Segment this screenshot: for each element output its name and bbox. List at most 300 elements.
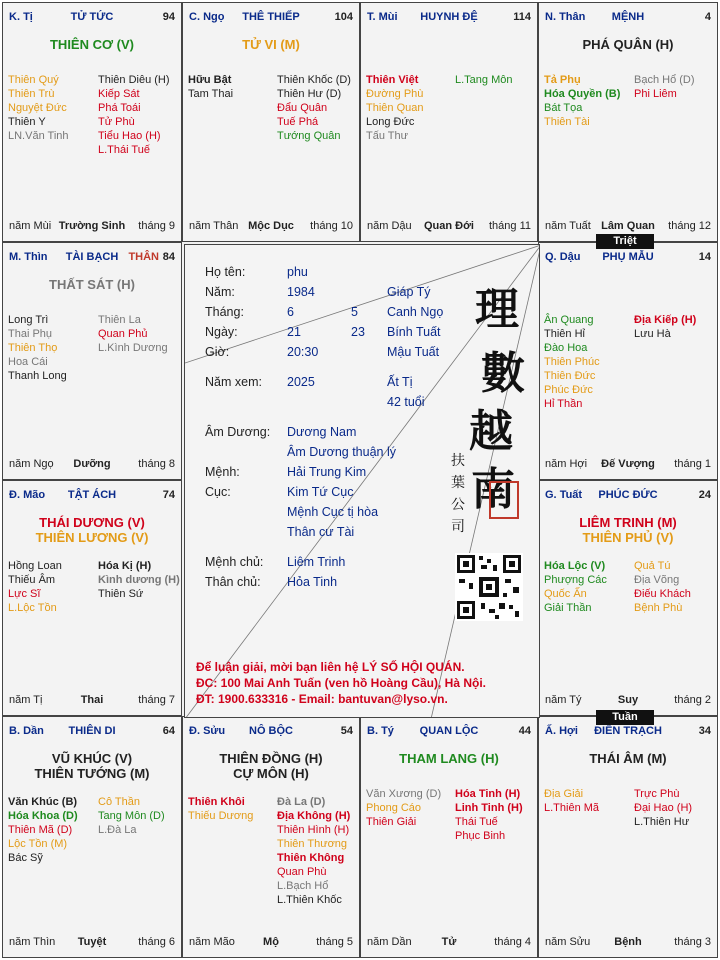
palace-prefix: C. [189,11,200,23]
palace-number: 84 [162,251,175,263]
main-stars [183,751,359,781]
minor-star: Hoa Cái [8,356,48,368]
minor-star: L.Bạch Hổ [277,880,329,892]
label-thang: Tháng: [205,305,244,319]
minor-star: Lộc Tồn (M) [8,838,68,850]
palace-prefix: K. [9,11,20,23]
minor-star: Quả Tú [634,560,671,572]
label-nam: Năm: [205,285,235,299]
palace-name: NÔ BỘC [249,725,293,737]
tu-vi-chart [2,2,718,958]
minor-star: Thiên Đức [544,370,596,382]
footer-month: tháng 3 [674,936,711,948]
palace-mao[interactable] [2,480,182,716]
minor-star: Thái Tuế [455,816,498,828]
footer-month: tháng 10 [310,220,353,232]
palace-footer [189,936,353,949]
minor-stars-right [449,787,532,843]
minor-star: L.Thiên Mã [544,802,600,814]
palace-header [9,725,175,739]
footer-month: tháng 2 [674,694,711,706]
minor-star: Thiên Hình (H) [277,824,350,836]
main-stars [3,751,181,781]
minor-stars-left [8,313,92,383]
palace-footer [189,220,353,233]
minor-star: Tiểu Hao (H) [98,130,161,142]
palace-branch: Thìn [24,251,48,263]
footer-year: năm Tị [9,694,43,706]
footer-month: tháng 12 [668,220,711,232]
main-star: THẤT SÁT (H) [49,277,135,292]
minor-stars-right [271,73,354,143]
main-star: CỰ MÔN (H) [233,766,309,781]
minor-star: Thiên Khốc (D) [277,74,351,86]
footer-month: tháng 5 [316,936,353,948]
minor-star: Linh Tinh (H) [455,802,523,814]
value-tuoi: 42 tuổi [387,395,425,409]
main-star: PHÁ QUÂN (H) [582,37,674,52]
minor-stars-left [544,313,628,411]
palace-prefix: T. [367,11,376,23]
palace-branch: Thân [559,11,586,23]
value-menh-cuc: Mệnh Cục tị hòa [287,505,379,519]
footer-stage: Quan Đới [424,220,474,232]
value-menh: Hải Trung Kim [287,465,367,479]
palace-number: 74 [162,489,175,501]
minor-star: Đường Phù [366,88,424,100]
contact-phone-email: ĐT: 1900.633316 - Email: bantuvan@lyso.vn. [196,692,448,706]
minor-stars-left [366,73,449,143]
minor-star: Văn Khúc (B) [8,796,78,808]
main-stars [3,277,181,292]
minor-stars-left [544,73,628,129]
minor-star: LN.Văn Tinh [8,130,69,142]
footer-year: năm Tuất [545,220,591,232]
palace-name: PHÚC ĐỨC [598,489,658,501]
minor-star: Thiên Thương [277,838,348,850]
value-thang-can: Canh Ngọ [387,305,444,319]
minor-star: L.Thái Tuế [98,144,150,156]
footer-year: năm Dậu [367,220,412,232]
palace-footer [9,936,175,949]
palace-number: 44 [518,725,531,737]
minor-star: Địa Kiếp (H) [634,314,697,326]
minor-star: Kình dương (H) [98,574,180,586]
minor-star: Thiên Hỉ [544,328,585,340]
palace-footer [545,936,711,949]
minor-star: Tử Phù [98,116,135,128]
minor-star: Thai Phụ [8,328,53,340]
value-nam-xem-can: Ất Tị [387,375,413,389]
minor-star: Thiên La [98,314,141,326]
main-star: THIÊN PHỦ (V) [582,530,674,545]
value-ngay-am: 23 [351,325,365,339]
minor-stars-right [628,73,712,101]
palace-branch: Ngọ [203,11,225,23]
palace-mui[interactable] [360,2,538,242]
minor-star: Thiên Giải [366,816,417,828]
label-ngay: Ngày: [205,325,238,339]
palace-name: TỬ TỨC [70,11,114,23]
minor-stars-right [271,795,354,907]
palace-number: 14 [698,251,711,263]
palace-number: 4 [704,11,711,23]
minor-star: Ân Quang [544,314,594,326]
main-stars [539,37,717,52]
minor-stars-right [628,787,712,829]
palace-number: 54 [340,725,353,737]
palace-name: TẬT ÁCH [67,489,117,501]
label-nam-xem: Năm xem: [205,375,262,389]
palace-branch: Sửu [203,725,226,737]
footer-year: năm Dần [367,936,412,948]
center-info-panel [184,244,540,718]
footer-stage: Thai [80,694,104,706]
palace-branch: Mão [23,489,46,501]
footer-year: năm Mão [189,936,235,948]
minor-star: Bệnh Phù [634,602,683,614]
value-than-chu: Hỏa Tinh [287,575,338,589]
palace-header [9,251,175,265]
palace-ngo[interactable] [182,2,360,242]
minor-star: Long Trì [8,314,49,326]
palace-prefix: B. [367,725,378,737]
minor-star: Đào Hoa [544,342,588,354]
label-menh: Mệnh: [205,465,240,479]
value-am-duong-ly: Âm Dương thuận lý [287,445,396,459]
palace-prefix: M. [9,251,22,263]
minor-star: Bác Sỹ [8,852,43,864]
label-cuc: Cục: [205,485,231,499]
palace-prefix: Q. [545,251,557,263]
minor-star: Tả Phụ [544,74,581,86]
palace-name: THÊ THIẾP [242,11,300,23]
palace-header [545,725,711,739]
palace-hoi[interactable] [538,716,718,958]
minor-star: Thiên Mã (D) [8,824,73,836]
footer-stage: Bệnh [614,936,642,948]
value-cuc: Kim Tứ Cục [287,485,354,499]
minor-stars-right [628,313,712,341]
minor-star: Tam Thai [188,88,234,100]
minor-star: Điếu Khách [634,588,691,600]
main-stars [3,515,181,545]
palace-name: PHỤ MẪU [602,251,654,263]
triet-tag: Triệt [596,234,654,249]
minor-star: Tang Môn (D) [98,810,165,822]
minor-star: Bạch Hổ (D) [634,74,695,86]
palace-footer [367,220,531,233]
contact-line-1: Để luận giải, mời bạn liên hệ LÝ SỐ HỘI QUÁN. [196,660,465,674]
main-star: THÁI ÂM (M) [589,751,667,766]
footer-year: năm Hợi [545,458,588,470]
qr-code-icon [455,553,523,621]
palace-than[interactable] [538,2,718,242]
minor-stars-left [8,795,92,865]
minor-star: Đẩu Quân [277,102,328,114]
palace-thin[interactable] [2,242,182,480]
value-nam-can: Giáp Tý [387,285,431,299]
minor-star: Hữu Bật [188,74,232,86]
footer-month: tháng 11 [488,220,531,232]
palace-number: 34 [698,725,711,737]
value-am-duong: Dương Nam [287,425,357,439]
main-star: THIÊN CƠ (V) [49,37,135,52]
minor-star: Thanh Long [8,370,67,382]
minor-star: L.Đà La [98,824,137,836]
palace-name: THIÊN DI [68,725,116,737]
footer-month: tháng 8 [138,458,175,470]
minor-star: Đà La (D) [277,796,326,808]
footer-stage: Dưỡng [73,458,111,470]
palace-footer [545,220,711,233]
minor-star: Thiên Y [8,116,46,128]
minor-star: L.Thiên Hư [634,816,690,828]
footer-year: năm Mùi [9,220,52,232]
footer-stage: Tử [441,936,457,948]
minor-stars-left [8,73,92,143]
palace-name: QUAN LỘC [419,725,479,737]
footer-year: năm Tý [545,694,582,706]
minor-star: Kiếp Sát [98,88,140,100]
minor-stars-left [8,559,92,615]
minor-star: Thiên Tài [544,116,590,128]
minor-star: L.Thiên Khốc [277,894,342,906]
minor-stars-right [92,559,180,601]
minor-star: Phi Liêm [634,88,677,100]
main-star: TỬ VI (M) [242,37,300,52]
logo-side-text: 扶 葉 公 司 [451,453,465,535]
palace-footer [545,694,711,707]
footer-month: tháng 1 [674,458,711,470]
minor-star: Thiên Việt [366,74,419,86]
logo-char-2: 數 [481,348,525,399]
label-ho-ten: Họ tên: [205,265,246,279]
minor-star: Thiếu Dương [188,810,254,822]
minor-stars-left [188,73,271,101]
minor-star: Tuế Phá [277,116,319,128]
palace-footer [9,694,175,707]
main-stars [183,37,359,52]
minor-star: Quốc Ấn [544,588,587,600]
logo-char-3: 越 [469,406,513,457]
minor-star: Thiếu Âm [8,574,56,586]
minor-star: Hỉ Thần [544,398,583,410]
contact-address: ĐC: 100 Mai Anh Tuấn (ven hồ Hoàng Cầu), Hà Nội. [196,676,487,690]
minor-star: Thiên Quý [8,74,59,86]
value-menh-chu: Liêm Trinh [287,555,346,569]
value-ngay-can: Bính Tuất [387,325,441,339]
palace-number: 114 [513,11,531,23]
label-am-duong: Âm Dương: [205,425,271,439]
footer-year: năm Sửu [545,936,591,948]
palace-number: 24 [698,489,711,501]
palace-footer [9,220,175,233]
palace-branch: Tý [381,725,394,737]
minor-star: Thiên Quan [366,102,424,114]
minor-star: Giải Thần [544,602,592,614]
minor-stars-left [544,787,628,815]
minor-stars-right [449,73,532,87]
palace-header [545,11,711,25]
minor-star: Hóa Kị (H) [98,560,152,572]
palace-dan[interactable] [2,716,182,958]
palace-name: ĐIỀN TRẠCH [594,725,662,737]
minor-star: Hóa Tinh (H) [455,788,521,800]
logo-char-4: 南 [471,464,515,515]
palace-prefix: B. [9,725,20,737]
palace-name: HUYNH ĐỆ [420,11,478,23]
tuan-tag: Tuần [596,710,654,725]
footer-stage: Đế Vượng [601,458,655,470]
minor-star: Thiên Khôi [188,796,245,808]
minor-star: Đại Hao (H) [634,802,693,814]
value-nam-xem: 2025 [287,375,315,389]
minor-star: Thiên Không [277,852,345,864]
minor-stars-right [92,313,176,355]
palace-branch: Dậu [559,251,581,263]
palace-dau[interactable] [538,242,718,480]
label-menh-chu: Mệnh chủ: [205,555,264,569]
palace-header [189,11,353,25]
minor-star: L.Kình Dương [98,342,168,354]
palace-prefix: G. [545,489,557,501]
main-star: THIÊN LƯƠNG (V) [35,530,149,545]
minor-star: Thiên Phúc [544,356,600,368]
palace-footer [367,936,531,949]
palace-tuat[interactable] [538,480,718,716]
palace-branch: Dần [23,725,44,737]
main-stars [539,751,717,766]
minor-star: Hóa Khoa (D) [8,810,78,822]
minor-star: Cô Thần [98,796,140,808]
minor-star: Thiên Trù [8,88,55,100]
footer-stage: Lâm Quan [601,220,655,232]
minor-star: Hóa Quyền (B) [544,88,621,100]
palace-header [545,251,711,265]
minor-star: Thiên Thọ [8,342,58,354]
minor-star: L.Tang Môn [455,74,513,86]
palace-number: 64 [162,725,175,737]
than-marker: THÂN [128,251,159,263]
minor-stars-right [92,795,176,837]
minor-star: Địa Không (H) [277,810,351,822]
palace-branch: Tị [23,11,33,23]
minor-star: Thiên Hư (D) [277,88,342,100]
value-thang-am: 5 [351,305,358,319]
footer-year: năm Thìn [9,936,56,948]
palace-footer [545,458,711,471]
minor-star: Lực Sĩ [8,588,41,600]
minor-star: Thiên Diêu (H) [98,74,170,86]
palace-number: 94 [162,11,175,23]
value-nam: 1984 [287,285,315,299]
palace-footer [9,458,175,471]
main-stars [539,515,717,545]
footer-stage: Tuyệt [77,936,107,948]
minor-stars-left [366,787,449,829]
minor-star: Bát Tọa [544,102,583,114]
minor-star: Long Đức [366,116,415,128]
minor-star: Phượng Các [544,574,607,586]
palace-header [367,11,531,25]
palace-number: 104 [334,11,353,23]
footer-year: năm Thân [189,220,239,232]
logo-red-seal [489,481,519,519]
palace-header [545,489,711,503]
palace-name: MỆNH [611,11,645,23]
minor-star: Quan Phủ [98,328,148,340]
footer-year: năm Ngọ [9,458,54,470]
minor-stars-left [188,795,271,823]
main-star: VŨ KHÚC (V) [51,751,133,766]
main-star: THÁI DƯƠNG (V) [39,515,145,530]
footer-month: tháng 7 [138,694,175,706]
minor-star: Tướng Quân [277,130,341,142]
main-star: THIÊN TƯỚNG (M) [34,766,150,781]
value-thang-duong: 6 [287,305,294,319]
footer-stage: Mộc Dục [248,220,294,232]
palace-header [9,11,175,25]
label-gio: Giờ: [205,345,230,359]
minor-star: Phục Binh [455,830,506,842]
minor-stars-left [544,559,628,615]
minor-stars-right [92,73,176,157]
footer-stage: Trường Sinh [58,220,126,232]
footer-stage: Suy [617,694,639,706]
minor-star: Địa Giải [544,788,584,800]
palace-header [9,489,175,503]
palace-ty2[interactable] [360,716,538,958]
footer-month: tháng 4 [494,936,531,948]
palace-prefix: N. [545,11,556,23]
value-gio: 20:30 [287,345,319,359]
minor-star: Địa Võng [634,574,680,586]
minor-star: Hóa Lộc (V) [544,560,606,572]
minor-star: Văn Xương (D) [366,788,442,800]
minor-star: Phong Cáo [366,802,422,814]
footer-month: tháng 9 [138,220,175,232]
value-gio-can: Mậu Tuất [387,345,440,359]
minor-star: Quan Phù [277,866,327,878]
logo-char-1: 理 [475,284,519,335]
value-than-cu: Thân cư Tài [287,525,355,539]
minor-star: Trực Phù [634,788,680,800]
palace-branch: Mùi [378,11,398,23]
main-star: THAM LANG (H) [399,751,499,766]
palace-suu[interactable] [182,716,360,958]
minor-star: Lưu Hà [634,328,671,340]
palace-ty[interactable] [2,2,182,242]
palace-header [367,725,531,739]
palace-prefix: Đ. [9,489,20,501]
palace-name: TÀI BẠCH [65,251,119,263]
main-stars [3,37,181,52]
minor-star: Tấu Thư [366,130,409,142]
footer-month: tháng 6 [138,936,175,948]
value-ho-ten: phu [287,265,308,279]
palace-branch: Tuất [559,489,583,501]
value-ngay-duong: 21 [287,325,301,339]
minor-star: L.Lộc Tồn [8,602,57,614]
label-than-chu: Thân chủ: [205,575,261,589]
main-star: THIÊN ĐỒNG (H) [219,751,323,766]
minor-stars-right [628,559,712,615]
palace-branch: Hợi [559,725,578,737]
minor-star: Phá Toái [98,102,141,114]
main-stars [361,751,537,766]
minor-star: Phúc Đức [544,384,593,396]
